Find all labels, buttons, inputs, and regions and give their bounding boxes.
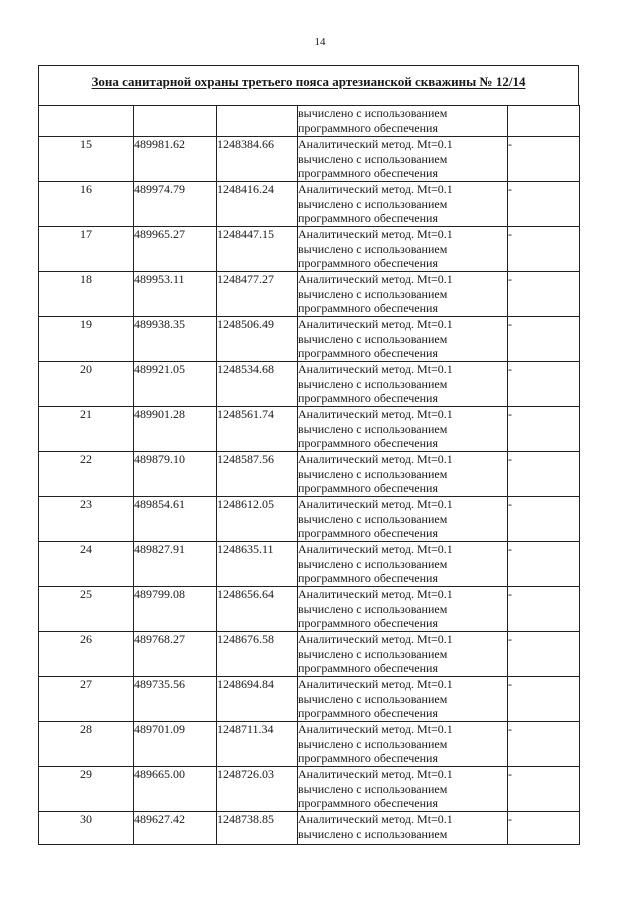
method-line: вычислено с использованием: [298, 286, 448, 301]
method-line: программного обеспечения: [298, 526, 438, 540]
note-cell: -: [508, 632, 580, 677]
method-line: вычислено с использованием: [298, 736, 448, 751]
method-line: Аналитический метод. Mt=0.1: [298, 542, 453, 556]
table-row: [39, 317, 580, 362]
note-cell: -: [508, 812, 580, 845]
method-line: Аналитический метод. Mt=0.1: [298, 272, 453, 286]
point-number-cell: 19: [39, 317, 134, 362]
point-number-cell: 21: [39, 407, 134, 452]
method-line: программного обеспечения: [298, 301, 438, 315]
y-coordinate-cell: 1248506.49: [217, 317, 298, 362]
y-coordinate-cell: 1248738.85: [217, 812, 298, 845]
method-line: Аналитический метод. Mt=0.1: [298, 137, 453, 151]
method-line: Аналитический метод. Mt=0.1: [298, 317, 453, 331]
method-cell: [298, 452, 508, 497]
point-number-cell: 22: [39, 452, 134, 497]
x-coordinate-cell: 489627.42: [134, 812, 217, 845]
note-cell: -: [508, 272, 580, 317]
x-coordinate-cell: 489701.09: [134, 722, 217, 767]
method-line: вычислено с использованием: [298, 691, 448, 706]
method-line: Аналитический метод. Mt=0.1: [298, 362, 453, 376]
point-number-cell: 24: [39, 542, 134, 587]
method-line: вычислено с использованием: [298, 466, 448, 481]
point-number-cell: 30: [39, 812, 134, 845]
x-coordinate-cell: 489938.35: [134, 317, 217, 362]
y-coordinate-cell: 1248676.58: [217, 632, 298, 677]
method-line: Аналитический метод. Mt=0.1: [298, 497, 453, 511]
method-cell: [298, 497, 508, 542]
method-line: Аналитический метод. Mt=0.1: [298, 182, 453, 196]
method-cell: [298, 137, 508, 182]
x-coordinate-cell: 489665.00: [134, 767, 217, 812]
x-coordinate-cell: 489981.62: [134, 137, 217, 182]
method-line: Аналитический метод. Mt=0.1: [298, 722, 453, 736]
note-cell: -: [508, 227, 580, 272]
x-coordinate-cell: 489768.27: [134, 632, 217, 677]
coordinates-table: [38, 105, 580, 845]
method-line: Аналитический метод. Mt=0.1: [298, 452, 453, 466]
method-line: программного обеспечения: [298, 211, 438, 225]
page-number: 14: [314, 36, 326, 48]
method-line: вычислено с использованием: [298, 241, 448, 256]
point-number-cell: [39, 106, 134, 137]
point-number-cell: 29: [39, 767, 134, 812]
y-coordinate-cell: 1248416.24: [217, 182, 298, 227]
y-coordinate-cell: 1248656.64: [217, 587, 298, 632]
method-cell: [298, 587, 508, 632]
method-line: вычислено с использованием: [298, 421, 448, 436]
y-coordinate-cell: [217, 106, 298, 137]
method-cell: [298, 722, 508, 767]
method-cell: [298, 272, 508, 317]
method-line: Аналитический метод. Mt=0.1: [298, 812, 453, 826]
x-coordinate-cell: 489965.27: [134, 227, 217, 272]
method-line: программного обеспечения: [298, 571, 438, 585]
y-coordinate-cell: 1248694.84: [217, 677, 298, 722]
method-line: Аналитический метод. Mt=0.1: [298, 632, 453, 646]
method-line: вычислено с использованием: [298, 196, 448, 211]
point-number-cell: 26: [39, 632, 134, 677]
note-cell: -: [508, 587, 580, 632]
note-cell: -: [508, 182, 580, 227]
x-coordinate-cell: 489953.11: [134, 272, 217, 317]
point-number-cell: 16: [39, 182, 134, 227]
table-title-box: [38, 65, 579, 105]
continuation-row: [39, 106, 580, 137]
x-coordinate-cell: 489879.10: [134, 452, 217, 497]
y-coordinate-cell: 1248612.05: [217, 497, 298, 542]
x-coordinate-cell: 489735.56: [134, 677, 217, 722]
method-line: вычислено с использованием: [298, 826, 448, 841]
method-line: программного обеспечения: [298, 796, 438, 810]
point-number-cell: 18: [39, 272, 134, 317]
table-row: [39, 407, 580, 452]
table-row: [39, 227, 580, 272]
point-number-cell: 27: [39, 677, 134, 722]
method-line: вычислено с использованием: [298, 151, 448, 166]
table-row: [39, 767, 580, 812]
method-line: вычислено с использованием: [298, 646, 448, 661]
method-line: программного обеспечения: [298, 120, 438, 135]
point-number-cell: 17: [39, 227, 134, 272]
y-coordinate-cell: 1248447.15: [217, 227, 298, 272]
y-coordinate-cell: 1248534.68: [217, 362, 298, 407]
y-coordinate-cell: 1248587.56: [217, 452, 298, 497]
table-row: [39, 452, 580, 497]
point-number-cell: 23: [39, 497, 134, 542]
coordinates-table-body: [39, 106, 580, 845]
method-line: Аналитический метод. Mt=0.1: [298, 677, 453, 691]
x-coordinate-cell: 489854.61: [134, 497, 217, 542]
table-row: [39, 632, 580, 677]
note-cell: -: [508, 677, 580, 722]
method-line: программного обеспечения: [298, 481, 438, 495]
method-line: программного обеспечения: [298, 751, 438, 765]
method-cell: [298, 106, 508, 137]
note-cell: -: [508, 137, 580, 182]
method-cell: [298, 407, 508, 452]
note-cell: [508, 106, 580, 137]
method-line: вычислено с использованием: [298, 601, 448, 616]
table-row: [39, 362, 580, 407]
note-cell: -: [508, 317, 580, 362]
x-coordinate-cell: 489921.05: [134, 362, 217, 407]
method-line: вычислено с использованием: [298, 376, 448, 391]
method-line: программного обеспечения: [298, 616, 438, 630]
note-cell: -: [508, 362, 580, 407]
x-coordinate-cell: 489799.08: [134, 587, 217, 632]
method-cell: [298, 632, 508, 677]
method-line: Аналитический метод. Mt=0.1: [298, 227, 453, 241]
point-number-cell: 28: [39, 722, 134, 767]
method-line: Аналитический метод. Mt=0.1: [298, 407, 453, 421]
x-coordinate-cell: 489901.28: [134, 407, 217, 452]
table-row: [39, 497, 580, 542]
note-cell: -: [508, 767, 580, 812]
method-line: вычислено с использованием: [298, 556, 448, 571]
method-cell: [298, 182, 508, 227]
y-coordinate-cell: 1248561.74: [217, 407, 298, 452]
table-row: [39, 542, 580, 587]
table-row: [39, 587, 580, 632]
method-cell: [298, 677, 508, 722]
y-coordinate-cell: 1248711.34: [217, 722, 298, 767]
table-title: Зона санитарной охраны третьего пояса артезианской скважины № 12/14: [91, 74, 526, 89]
method-line: программного обеспечения: [298, 436, 438, 450]
x-coordinate-cell: 489827.91: [134, 542, 217, 587]
table-row: [39, 812, 580, 845]
method-line: программного обеспечения: [298, 661, 438, 675]
y-coordinate-cell: 1248477.27: [217, 272, 298, 317]
y-coordinate-cell: 1248726.03: [217, 767, 298, 812]
method-line: вычислено с использованием: [298, 106, 448, 120]
method-line: Аналитический метод. Mt=0.1: [298, 767, 453, 781]
y-coordinate-cell: 1248635.11: [217, 542, 298, 587]
note-cell: -: [508, 722, 580, 767]
table-row: [39, 722, 580, 767]
table-row: [39, 272, 580, 317]
point-number-cell: 15: [39, 137, 134, 182]
point-number-cell: 25: [39, 587, 134, 632]
method-line: вычислено с использованием: [298, 511, 448, 526]
method-line: программного обеспечения: [298, 706, 438, 720]
note-cell: -: [508, 497, 580, 542]
y-coordinate-cell: 1248384.66: [217, 137, 298, 182]
table-row: [39, 677, 580, 722]
method-cell: [298, 812, 508, 845]
method-cell: [298, 317, 508, 362]
note-cell: -: [508, 452, 580, 497]
method-line: Аналитический метод. Mt=0.1: [298, 587, 453, 601]
note-cell: -: [508, 542, 580, 587]
x-coordinate-cell: [134, 106, 217, 137]
table-row: [39, 182, 580, 227]
method-cell: [298, 227, 508, 272]
method-line: программного обеспечения: [298, 256, 438, 270]
method-line: вычислено с использованием: [298, 781, 448, 796]
method-line: программного обеспечения: [298, 166, 438, 180]
method-cell: [298, 767, 508, 812]
method-cell: [298, 542, 508, 587]
method-line: программного обеспечения: [298, 391, 438, 405]
method-cell: [298, 362, 508, 407]
table-row: [39, 137, 580, 182]
method-line: вычислено с использованием: [298, 331, 448, 346]
method-line: программного обеспечения: [298, 346, 438, 360]
note-cell: -: [508, 407, 580, 452]
point-number-cell: 20: [39, 362, 134, 407]
x-coordinate-cell: 489974.79: [134, 182, 217, 227]
